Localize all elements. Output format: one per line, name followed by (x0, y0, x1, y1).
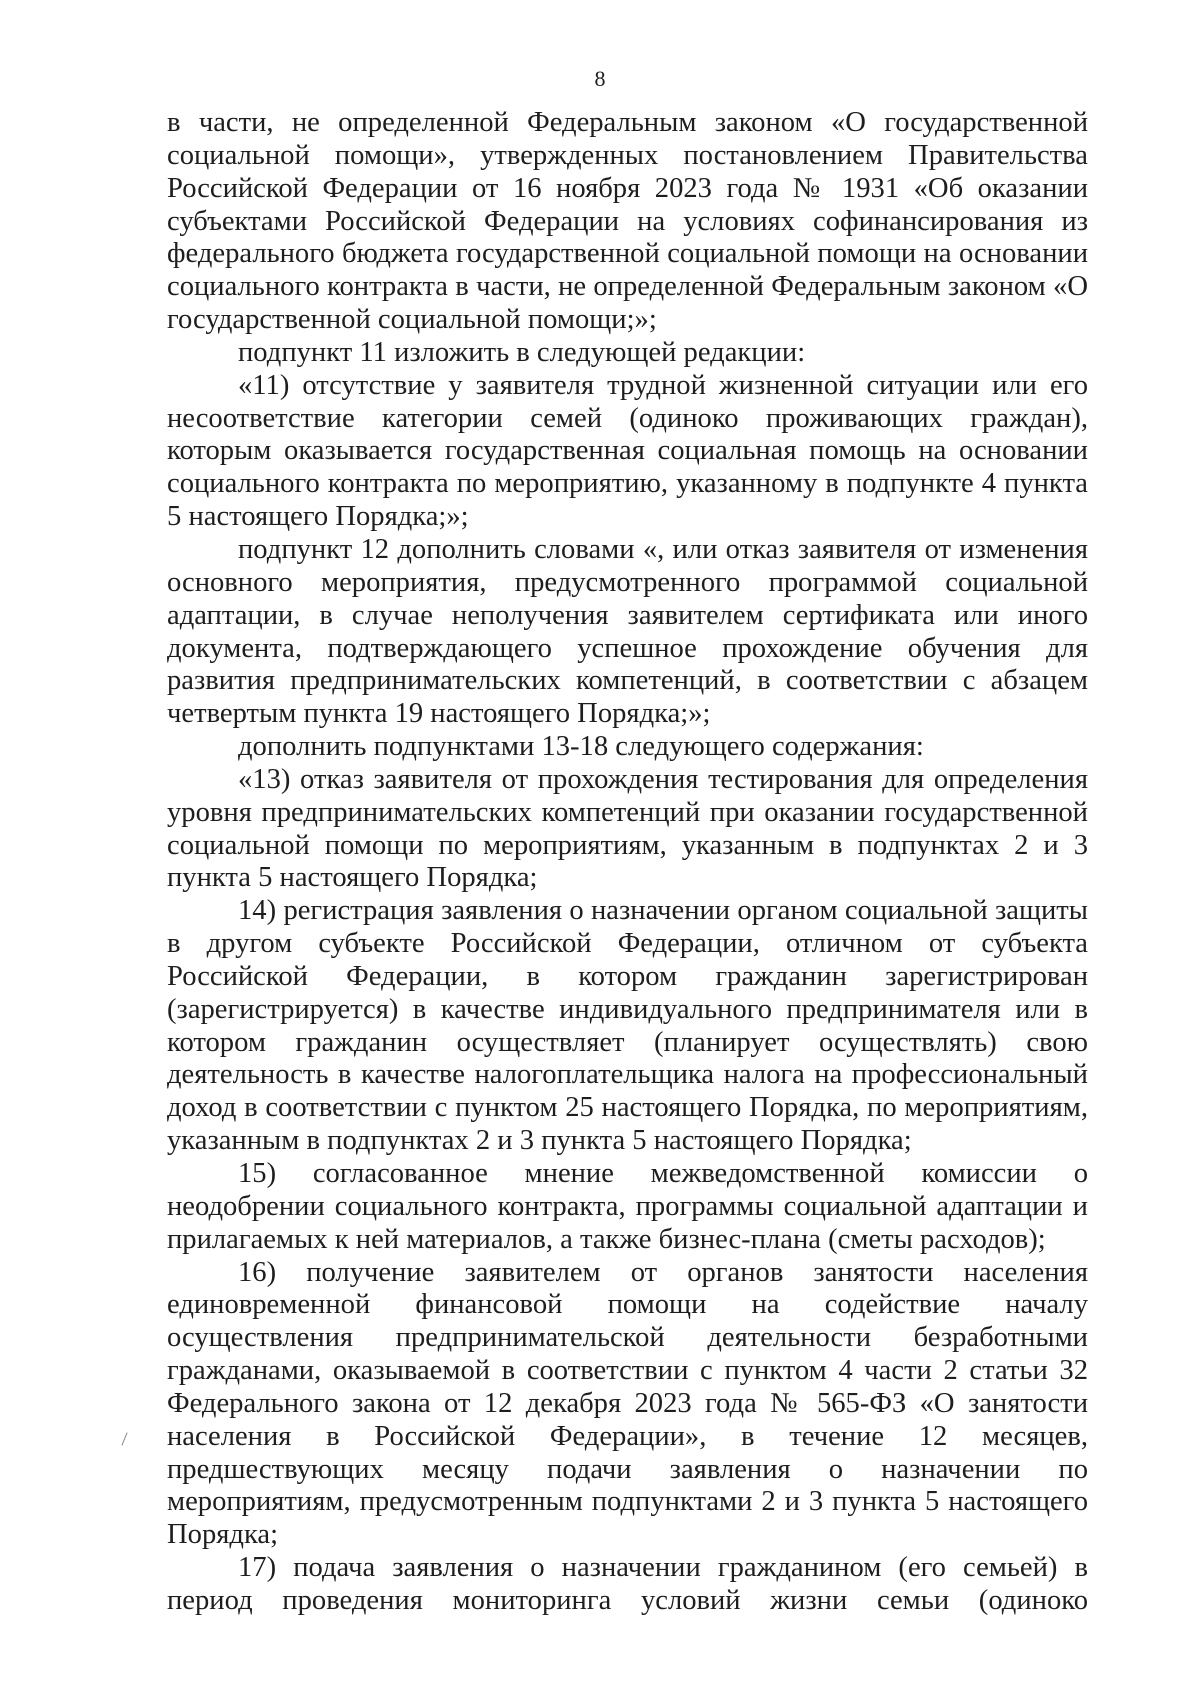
paragraph-subitem-16: 16) получение заявителем от органов занятости населения единовременной финансовой помощи на содействие началу осуществления предпринимательской деятельности безработными гражданами, оказываемой в соответствии с пунктом 4 части 2 статьи 32 Федерального закона от 12 декабря 2023 года № 565-ФЗ «О занятости населения в Российской Федерации», в течение 12 месяцев, предшествующих месяцу подачи заявления о назначении по мероприятиям, предусмотренным подпунктами 2 и 3 пункта 5 настоящего Порядка; (167, 1256, 1088, 1551)
paragraph-subitem-12: подпункт 12 дополнить словами «, или отказ заявителя от изменения основного мероприятия, предусмотренного программой социальной адаптации, в случае неполучения заявителем сертификата или иного документа, подтверждающего успешное прохождение обучения для развития предпринимательских компетенций, в соответствии с абзацем четвертым пункта 19 настоящего Порядка;»; (167, 533, 1088, 730)
document-body (167, 107, 1088, 1618)
paragraph-subitem-11-intro: подпункт 11 изложить в следующей редакции: (238, 336, 806, 368)
paragraph-subitem-15: 15) согласованное мнение межведомственной комиссии о неодобрении социального контракта, программы социальной адаптации и прилагаемых к ней материалов, а также бизнес-плана (сметы расходов); (167, 1158, 1088, 1255)
paragraph-subitem-17: 17) подача заявления о назначении гражданином (его семьей) в период проведения мониторинга условий жизни семьи (одиноко (167, 1552, 1088, 1616)
paragraph-subitem-13: «13) отказ заявителя от прохождения тестирования для определения уровня предпринимательских компетенций при оказании государственной социальной помощи по мероприятиям, указанным в подпунктах 2 и 3 пункта 5 настоящего Порядка; (167, 763, 1088, 894)
paragraph-subitems-13-18-intro: дополнить подпунктами 13-18 следующего содержания: (238, 731, 924, 763)
page-number: 8 (594, 66, 606, 91)
scan-mark (121, 1432, 127, 1445)
paragraph-continuation: в части, не определенной Федеральным законом «О государственной социальной помощи», утвержденных постановлением Правительства Российской Федерации от 16 ноября 2023 года № 1931 «Об оказании субъектами Российской Федерации на условиях софинансирования из федерального бюджета государственной социальной помощи на основании социального контракта в части, не определенной Федеральным законом «О государственной социальной помощи;»; (167, 107, 1088, 336)
paragraph-subitem-14: 14) регистрация заявления о назначении органом социальной защиты в другом субъекте Российской Федерации, отличном от субъекта Российской Федерации, в котором гражданин зарегистрирован (зарегистрируется) в качестве индивидуального предпринимателя или в котором гражданин осуществляет (планирует осуществлять) свою деятельность в качестве налогоплательщика налога на профессиональный доход в соответствии с пунктом 25 настоящего Порядка, по мероприятиям, указанным в подпунктах 2 и 3 пункта 5 настоящего Порядка; (167, 895, 1088, 1157)
paragraph-subitem-11: «11) отсутствие у заявителя трудной жизненной ситуации или его несоответствие категории семей (одиноко проживающих граждан), которым оказывается государственная социальная помощь на основании социального контракта по мероприятию, указанному в подпункте 4 пункта 5 настоящего Порядка;»; (167, 369, 1088, 533)
